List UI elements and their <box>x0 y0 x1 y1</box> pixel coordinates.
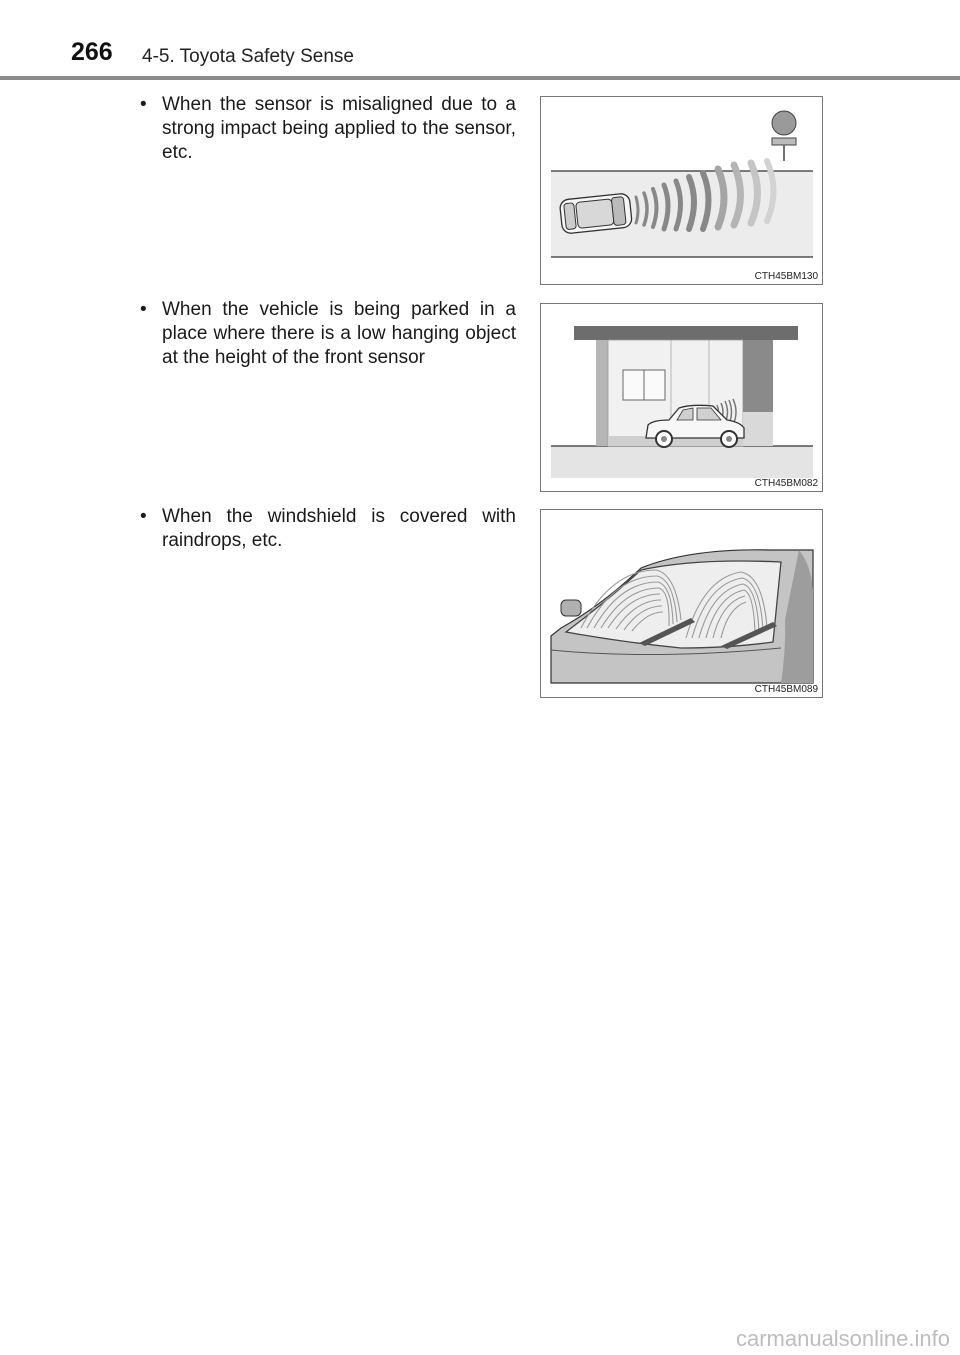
watermark-text: carmanualsonline.info <box>735 1326 950 1351</box>
figure-code: CTH45BM130 <box>754 271 818 282</box>
header-rule <box>0 76 960 80</box>
page-header <box>0 0 960 80</box>
bullet-icon: • <box>140 506 147 527</box>
item-text: When the sensor is misaligned due to a strong impact being applied to the sensor, etc. <box>162 94 516 163</box>
item-text: When the vehicle is being parked in a place where there is a low hanging object at the height of the front sensor <box>162 299 516 368</box>
item-text: When the windshield is covered with raindrops, etc. <box>162 506 516 551</box>
list-item <box>140 93 516 165</box>
misaligned-sensor-illustration <box>541 97 823 285</box>
list-item <box>140 505 516 553</box>
low-hanging-object-illustration <box>541 304 823 492</box>
figure-misaligned-sensor <box>540 96 823 285</box>
figure-low-hanging-object <box>540 303 823 492</box>
bullet-icon: • <box>140 299 147 320</box>
bullet-icon: • <box>140 94 147 115</box>
figure-code: CTH45BM082 <box>754 478 818 489</box>
figure-raindrops-windshield <box>540 509 823 698</box>
list-item <box>140 298 516 370</box>
page-number: 266 <box>71 38 113 66</box>
figure-code: CTH45BM089 <box>754 684 818 695</box>
watermark <box>0 1324 960 1355</box>
section-title: 4-5. Toyota Safety Sense <box>142 46 354 67</box>
raindrops-windshield-illustration <box>541 510 823 698</box>
